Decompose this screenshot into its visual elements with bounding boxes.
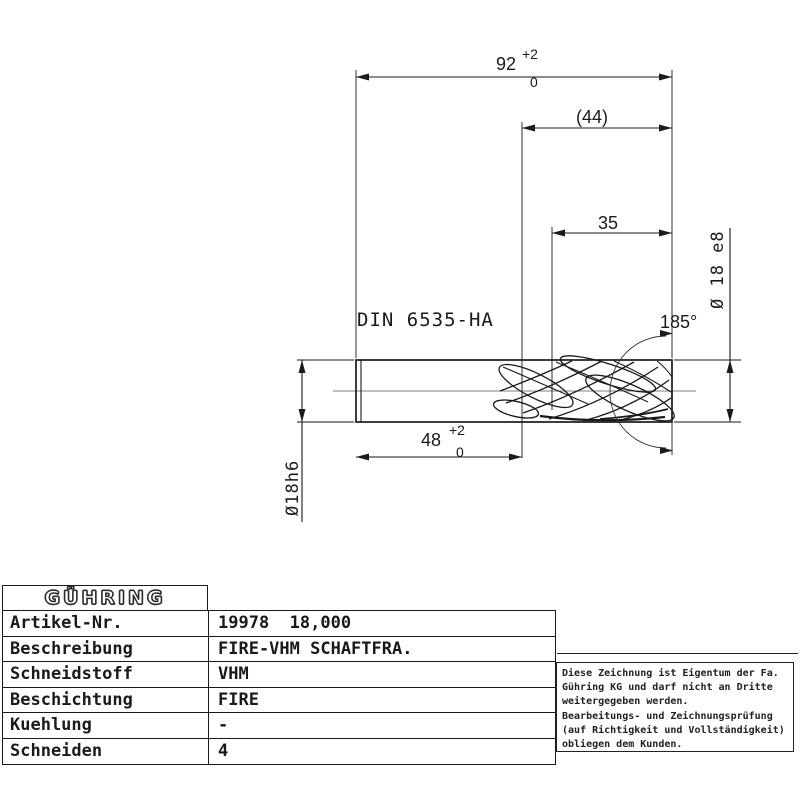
row-label: Artikel-Nr. xyxy=(3,611,209,636)
row-label: Kuehlung xyxy=(3,713,209,738)
dim-44-value: (44) xyxy=(576,107,609,127)
row-value: FIRE-VHM SCHAFTFRA. xyxy=(218,638,413,659)
dim-48-tol-plus: +2 xyxy=(449,422,465,438)
spec-table xyxy=(2,610,556,765)
dimension-shank-diameter xyxy=(283,360,354,522)
table-row xyxy=(3,611,555,637)
notice-top-rule xyxy=(557,653,798,654)
row-value: - xyxy=(218,715,229,735)
row-label: Beschichtung xyxy=(3,688,209,713)
dimension-shank-length xyxy=(356,422,522,461)
dimension-35 xyxy=(552,213,672,410)
cutter-body xyxy=(333,349,696,429)
table-row xyxy=(3,662,555,688)
logo-box xyxy=(2,585,208,610)
guehring-logo: GÜHRING xyxy=(44,587,166,609)
notice-line: Bearbeitungs- und Zeichnungsprüfung xyxy=(562,710,773,722)
notice-line: weitergegeben werden. xyxy=(562,696,689,708)
row-value: VHM xyxy=(218,664,249,684)
row-value: 4 xyxy=(218,740,229,761)
table-row xyxy=(3,739,555,765)
dim-92-tol-minus: 0 xyxy=(530,74,538,90)
row-value: 19978 18,000 xyxy=(218,613,352,633)
notice-line: (auf Richtigkeit und Vollständigkeit) xyxy=(562,724,785,736)
row-value: FIRE xyxy=(218,689,259,710)
dim-48-tol-minus: 0 xyxy=(456,444,464,460)
notice-line: Diese Zeichnung ist Eigentum der Fa. xyxy=(562,668,779,679)
dim-cut-dia-value: Ø 18 e8 xyxy=(708,230,728,309)
din-standard-label: DIN 6535-HA xyxy=(357,309,494,331)
row-label: Schneiden xyxy=(3,739,209,765)
dim-48-value: 48 xyxy=(421,430,442,450)
ownership-notice xyxy=(556,662,794,752)
dim-shank-dia-value: Ø18h6 xyxy=(283,459,303,516)
dimension-end-angle xyxy=(610,312,697,454)
dim-angle-value: 185° xyxy=(660,312,698,332)
dim-92-value: 92 xyxy=(496,54,517,74)
flute-back-edges xyxy=(503,361,672,404)
table-row xyxy=(3,713,555,739)
row-label: Beschreibung xyxy=(3,637,209,662)
table-row xyxy=(3,637,555,663)
dim-35-value: 35 xyxy=(598,213,619,233)
dim-92-tol-plus: +2 xyxy=(522,46,538,62)
notice-line: Gühring KG und darf nicht an Dritte xyxy=(562,682,773,694)
row-label: Schneidstoff xyxy=(3,662,209,687)
notice-line: obliegen dem Kunden. xyxy=(562,739,683,751)
table-row xyxy=(3,688,555,714)
dimension-overall-length xyxy=(356,46,672,455)
